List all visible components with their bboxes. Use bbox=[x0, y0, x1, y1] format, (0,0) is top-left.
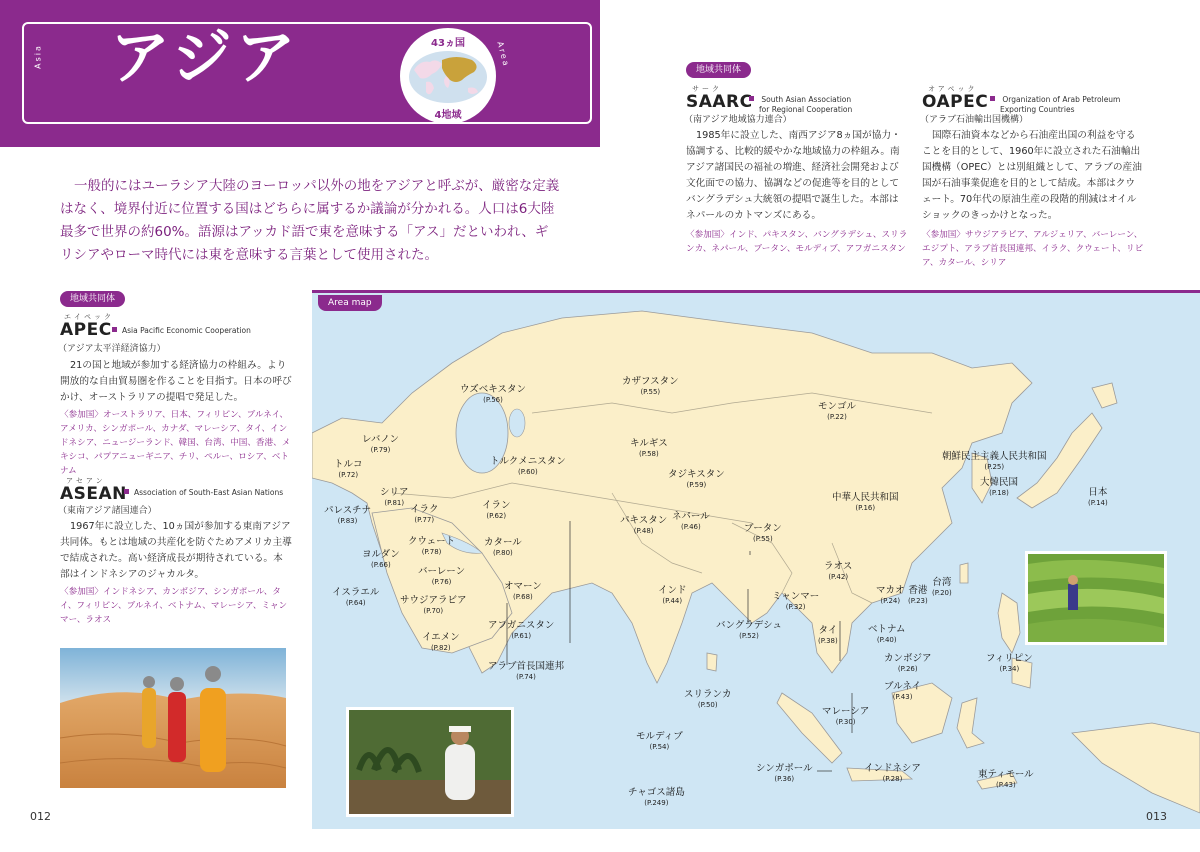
rice-terrace-photo bbox=[1025, 551, 1167, 645]
map-label-macau: マカオ (P.24) bbox=[876, 585, 905, 605]
map-label-turkey: トルコ (P.72) bbox=[334, 459, 363, 479]
map-label-israel: イスラエル (P.64) bbox=[332, 587, 380, 607]
apec-description: 21の国と地域が参加する経済協力の枠組み。より開放的な自由貿易圏を作ることを目指す。日本の呼びかけ、オーストラリアの提唱で発足した。 bbox=[60, 360, 292, 403]
page-title: アジア bbox=[110, 23, 300, 93]
map-label-laos: ラオス (P.42) bbox=[824, 561, 853, 581]
side-label-area: Area bbox=[495, 40, 511, 69]
oapec-en-line1: Organization of Arab Petroleum bbox=[1002, 95, 1121, 104]
apec-japanese-name: （アジア太平洋経済協力） bbox=[58, 344, 166, 354]
desert-photo-image bbox=[60, 648, 286, 788]
map-label-lebanon: レバノン (P.79) bbox=[362, 434, 399, 454]
title-banner bbox=[0, 0, 600, 147]
map-label-iraq: イラク (P.77) bbox=[410, 504, 439, 524]
oapec-ruby: オアペック bbox=[928, 85, 978, 93]
map-label-philippines: フィリピン (P.34) bbox=[986, 653, 1033, 673]
map-label-cambodia: カンボジア (P.26) bbox=[884, 653, 932, 673]
map-label-bahrain: バーレーン (P.76) bbox=[418, 566, 466, 586]
map-label-tajikistan: タジキスタン (P.59) bbox=[668, 469, 725, 489]
rice-terrace-image bbox=[1028, 554, 1164, 642]
asean-description: 1967年に設立した、10ヵ国が参加する東南アジア共同体。もとは地域の共産化を防ぐためアメリカ主導で結成された。高い経済成長が期待されている。本部はインドネシアのジャカルタ。 bbox=[60, 521, 292, 580]
map-label-oman: オマーン (P.68) bbox=[504, 581, 542, 601]
apec-ruby: エイペック bbox=[64, 313, 114, 321]
asean-japanese-name: （東南アジア諸国連合） bbox=[58, 506, 157, 516]
map-label-kuwait: クウェート (P.78) bbox=[408, 536, 456, 556]
map-label-syria: シリア (P.81) bbox=[380, 487, 409, 507]
intro-text: 一般的にはユーラシア大陸のヨーロッパ以外の地をアジアと呼ぶが、厳密な定義はなく、境界付近に位置する国はどちらに属するか議論が分かれる。人口は6大陸最多で世界の約60%。語源はアッカド語で東を意味する「アス」だといわれ、ギリシアやローマ時代には東を意味する言葉として使用された。 bbox=[60, 178, 560, 263]
map-label-myanmar: ミャンマー (P.32) bbox=[772, 591, 820, 611]
map-label-sri-lanka: スリランカ (P.50) bbox=[684, 689, 732, 709]
oapec-en-line2: Exporting Countries bbox=[1000, 105, 1075, 114]
map-label-malaysia: マレーシア (P.30) bbox=[822, 706, 870, 726]
map-label-east-timor: 東ティモール (P.43) bbox=[978, 769, 1034, 789]
oapec-members: 〈参加国〉サウジアラビア、アルジェリア、バーレーン、エジプト、アラブ首長国連邦、イラク、クウェート、リビア、カタール、シリア bbox=[922, 230, 1144, 268]
map-label-chagos: チャゴス諸島 (P.249) bbox=[628, 787, 685, 807]
map-label-nepal: ネパール (P.46) bbox=[672, 511, 710, 531]
map-label-jordan: ヨルダン (P.66) bbox=[362, 549, 400, 569]
area-map-tag: Area map bbox=[318, 295, 382, 311]
map-label-bangladesh: バングラデシュ (P.52) bbox=[716, 620, 782, 640]
map-label-hong-kong: 香港 (P.23) bbox=[908, 585, 928, 605]
asean-abbr: ASEAN bbox=[60, 484, 127, 504]
map-label-turkmenistan: トルクメニスタン (P.60) bbox=[490, 456, 566, 476]
asean-english-name: Association of South-East Asian Nations bbox=[124, 488, 283, 498]
map-label-south-korea: 大韓民国 (P.18) bbox=[980, 477, 1019, 497]
map-label-uae: アラブ首長国連邦 (P.74) bbox=[488, 661, 565, 681]
map-label-kazakhstan: カザフスタン (P.55) bbox=[622, 376, 679, 396]
map-label-china: 中華人民共和国 (P.16) bbox=[832, 492, 899, 512]
page-number-right: 013 bbox=[1146, 810, 1167, 823]
asia-area-map bbox=[312, 293, 1200, 829]
saarc-members: 〈参加国〉インド、パキスタン、バングラデシュ、スリランカ、ネパール、ブータン、モルディブ、アフガニスタン bbox=[686, 230, 908, 254]
map-label-iran: イラン (P.62) bbox=[482, 500, 511, 520]
saarc-en-line2: for Regional Cooperation bbox=[759, 105, 853, 114]
map-label-kyrgyzstan: キルギス (P.58) bbox=[630, 438, 668, 458]
community-tag-left: 地域共同体 bbox=[60, 291, 125, 307]
map-label-singapore: シンガポール (P.36) bbox=[756, 763, 813, 783]
saarc-en-line1: South Asian Association bbox=[761, 95, 852, 104]
map-label-afghanistan: アフガニスタン (P.61) bbox=[488, 620, 555, 640]
oapec-japanese-name: （アラブ石油輸出国機構） bbox=[920, 115, 1029, 125]
map-label-mongolia: モンゴル (P.22) bbox=[818, 401, 857, 421]
saarc-japanese-name: （南アジア地域協力連合） bbox=[684, 115, 792, 125]
man-oasis-photo bbox=[346, 707, 514, 817]
saarc-abbr: SAARC bbox=[686, 92, 753, 112]
region-count: 4地域 bbox=[434, 110, 462, 121]
apec-abbr: APEC bbox=[60, 320, 112, 340]
side-label-asia: Asia bbox=[33, 44, 43, 69]
apec-members: 〈参加国〉オーストラリア、日本、フィリピン、ブルネイ、アメリカ、シンガポール、カナダ、マレーシア、タイ、インドネシア、ニュージーランド、韓国、台湾、中国、香港、メキシコ、パプアニューギニア、チリ、ペルー、ロシア、ベトナム bbox=[60, 410, 291, 476]
map-label-japan: 日本 (P.14) bbox=[1088, 487, 1108, 507]
asean-members: 〈参加国〉インドネシア、カンボジア、シンガポール、タイ、フィリピン、ブルネイ、ベトナム、マレーシア、ミャンマー、ラオス bbox=[60, 587, 288, 625]
apec-english-name: Asia Pacific Economic Cooperation bbox=[112, 326, 251, 336]
community-tag-right: 地域共同体 bbox=[686, 62, 751, 78]
map-label-saudi-arabia: サウジアラビア (P.70) bbox=[400, 595, 467, 615]
oapec-description: 国際石油資本などから石油産出国の利益を守ることを目的として、1960年に設立された石油輸出国機構（OPEC）とは別組織として、アラブの産油国が石油事業促進を目的として結成。本部はクウェート。70年代の原油生産の段階的削減はオイルショックのきっかけとなった。 bbox=[922, 130, 1142, 221]
saarc-description: 1985年に設立した、南西アジア8ヵ国が協力・協調する、比較的緩やかな地域協力の枠組み。南アジア諸国民の福祉の増進、経済社会開発および文化面での協力、協調などの促進等を目的としてバングラデシュ大統領の提唱で誕生した。本部はネパールのカトマンズにある。 bbox=[686, 130, 901, 221]
map-label-indonesia: インドネシア (P.28) bbox=[864, 763, 921, 783]
desert-women-photo bbox=[60, 648, 286, 788]
map-label-maldives: モルディブ (P.54) bbox=[636, 731, 683, 751]
page-number-left: 012 bbox=[30, 810, 51, 823]
map-label-bhutan: ブータン (P.55) bbox=[744, 523, 782, 543]
map-label-vietnam: ベトナム (P.40) bbox=[868, 624, 906, 644]
banner-frame bbox=[22, 22, 592, 124]
map-label-yemen: イエメン (P.82) bbox=[422, 632, 460, 652]
map-label-pakistan: パキスタン (P.48) bbox=[620, 515, 668, 535]
map-label-north-korea: 朝鮮民主主義人民共和国 (P.25) bbox=[942, 451, 1047, 471]
saarc-ruby: サーク bbox=[692, 85, 722, 93]
map-label-india: インド (P.44) bbox=[658, 585, 687, 605]
globe-badge bbox=[400, 28, 496, 124]
country-count: 43ヵ国 bbox=[431, 38, 465, 49]
asean-ruby: アセアン bbox=[66, 477, 106, 485]
man-oasis-image bbox=[349, 710, 511, 814]
map-label-thailand: タイ (P.38) bbox=[818, 625, 838, 645]
map-label-palestine: パレスチナ (P.83) bbox=[324, 505, 372, 525]
oapec-abbr: OAPEC bbox=[922, 92, 989, 112]
world-map-icon bbox=[408, 50, 488, 104]
map-label-qatar: カタール (P.80) bbox=[484, 537, 522, 557]
map-label-taiwan: 台湾 (P.20) bbox=[932, 577, 952, 597]
map-label-brunei: ブルネイ (P.43) bbox=[884, 681, 922, 701]
map-label-uzbekistan: ウズベキスタン (P.56) bbox=[460, 384, 527, 404]
